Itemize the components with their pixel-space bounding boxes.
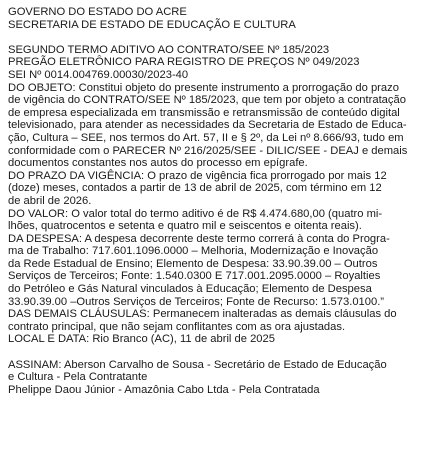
local-data: LOCAL E DATA: Rio Branco (AC), 11 de abril de 2025 <box>8 333 275 346</box>
header-secretariat: SECRETARIA DE ESTADO DE EDUCAÇÃO E CULTURA <box>8 18 296 31</box>
text-line: da Rede Estadual de Ensino; Elemento de Despesa: 33.90.39.00 – Outros <box>8 257 378 270</box>
text-line: ma de Trabalho: 717.601.1096.0000 – Melhoria, Modernização e Inovação <box>8 245 379 258</box>
text-line: e Cultura - Pela Contratante <box>8 371 148 384</box>
section-despesa <box>8 233 414 309</box>
text-line: DO VALOR: O valor total do termo aditivo é de R$ 4.474.680,00 (quatro mi- <box>8 207 383 220</box>
section-assinam <box>8 359 414 397</box>
section-vigencia <box>8 170 414 208</box>
title-pregao: PREGÃO ELETRÔNICO PARA REGISTRO DE PREÇOS Nº 049/2023 <box>8 56 360 69</box>
text-line: DAS DEMAIS CLÁUSULAS: Permanecem inalteradas as demais cláusulas do <box>8 308 397 321</box>
section-clausulas <box>8 308 414 333</box>
section-valor <box>8 208 414 233</box>
text-line: Phelippe Daou Júnior - Amazônia Cabo Ltda - Pela Contratada <box>8 383 320 396</box>
text-line: contrato principal, que não sejam conflitantes com as ora ajustadas. <box>8 320 346 333</box>
text-line: DA DESPESA: A despesa decorrente deste termo correrá à conta do Progra- <box>8 232 390 245</box>
text-line: DO OBJETO: Constitui objeto do presente instrumento a prorrogação do prazo <box>8 81 399 94</box>
text-line: televisionado, para atender as necessidades da Secretaria de Estado de Educa- <box>8 119 407 132</box>
text-line: DO PRAZO DA VIGÊNCIA: O prazo de vigência fica prorrogado por mais 12 <box>8 169 387 182</box>
text-line: de vigência do CONTRATO/SEE Nº 185/2023, que tem por objeto a contratação <box>8 94 406 107</box>
text-line: 33.90.39.00 –Outros Serviços de Terceiros; Fonte de Recurso: 1.573.0100.” <box>8 295 385 308</box>
text-line: Serviços de Terceiros; Fonte: 1.540.0300 E 717.001.2095.0000 – Royalties <box>8 270 381 283</box>
text-line: lhões, quatrocentos e setenta e quatro mil e seiscentos e oitenta reais). <box>8 220 362 233</box>
title-termo-aditivo: SEGUNDO TERMO ADITIVO AO CONTRATO/SEE Nº 185/2023 <box>8 43 330 56</box>
text-line: do Petróleo e Gás Natural vinculados à Educação; Elemento de Despesa <box>8 283 372 296</box>
text-line: de abril de 2026. <box>8 194 92 207</box>
text-line: de empresa especializada em transmissão e retransmissão de conteúdo digital <box>8 106 400 119</box>
text-line: ção, Cultura – SEE, nos termos do Art. 57, II e § 2º, da Lei nº 8.666/93, tudo em <box>8 131 404 144</box>
text-line: (doze) meses, contados a partir de 13 de abril de 2025, com término em 12 <box>8 182 382 195</box>
header-government: GOVERNO DO ESTADO DO ACRE <box>8 6 187 18</box>
text-line: ASSINAM: Aberson Carvalho de Sousa - Secretário de Estado de Educação <box>8 358 387 371</box>
section-objeto <box>8 82 414 170</box>
text-line: documentos constantes nos autos do processo em epígrafe. <box>8 157 308 170</box>
title-sei: SEI Nº 0014.004769.00030/2023-40 <box>8 68 189 81</box>
text-line: conformidade com o PARECER Nº 216/2025/SEE - DILIC/SEE - DEAJ e demais <box>8 144 408 157</box>
